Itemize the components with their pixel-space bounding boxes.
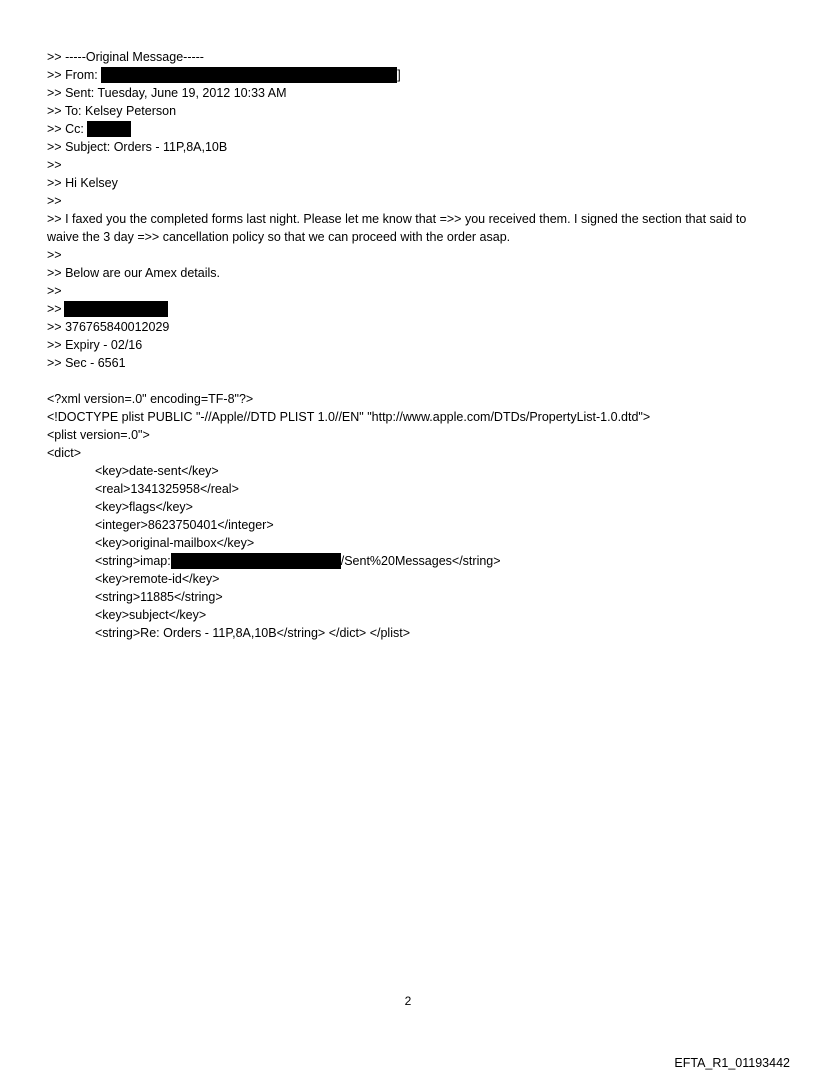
to-line: >> To: Kelsey Peterson [47,104,177,118]
real-value: <real>1341325958</real> [95,482,239,496]
string-imap-line [47,552,772,570]
redaction-block [64,301,168,317]
xml-declaration: <?xml version=.0" encoding=TF-8"?> [47,392,254,406]
redaction-block [171,553,341,569]
greeting-line: >> Hi Kelsey [47,176,118,190]
plist-open: <plist version=.0"> [47,428,150,442]
redaction-block [87,121,131,137]
key-date-sent: <key>date-sent</key> [95,464,219,478]
quote-prefix: >> [47,302,62,316]
key-flags: <key>flags</key> [95,500,193,514]
card-number-line: >> 376765840012029 [47,320,170,334]
redacted-line [47,300,772,318]
blank-quote-line: >> [47,248,62,262]
string-subject: <string>Re: Orders - 11P,8A,10B</string> </dict> </plist> [95,626,410,640]
key-remote-id: <key>remote-id</key> [95,572,220,586]
page-number: 2 [404,994,412,1008]
string-remote-id: <string>11885</string> [95,590,223,604]
bates-number: EFTA_R1_01193442 [674,1056,790,1070]
body-paragraph: >> I faxed you the completed forms last night. Please let me know that =>> you received them. I signed the section that said to waive the 3 day =>> cancellation policy so that we can proceed with the order asap. [47,212,747,244]
doctype-line: <!DOCTYPE plist PUBLIC "-//Apple//DTD PLIST 1.0//EN" "http://www.apple.com/DTDs/PropertyList-1.0.dtd"> [47,410,651,424]
blank-quote-line: >> [47,284,62,298]
sent-line: >> Sent: Tuesday, June 19, 2012 10:33 AM [47,86,287,100]
key-subject: <key>subject</key> [95,608,207,622]
redaction-block [101,67,397,83]
subject-line: >> Subject: Orders - 11P,8A,10B [47,140,228,154]
from-line [47,66,772,84]
imap-suffix: /Sent%20Messages</string> [340,554,501,568]
blank-quote-line: >> [47,194,62,208]
from-label: >> From: [47,68,98,82]
sec-line: >> Sec - 6561 [47,356,126,370]
cc-line [47,120,772,138]
original-message-header: >> -----Original Message----- [47,50,204,64]
from-trailing: ] [397,68,401,82]
amex-intro-line: >> Below are our Amex details. [47,266,221,280]
integer-value: <integer>8623750401</integer> [95,518,274,532]
cc-label: >> Cc: [47,122,84,136]
expiry-line: >> Expiry - 02/16 [47,338,143,352]
section-spacer [47,372,772,390]
dict-open: <dict> [47,446,82,460]
document-body [47,48,772,642]
blank-quote-line: >> [47,158,62,172]
key-original-mailbox: <key>original-mailbox</key> [95,536,255,550]
imap-prefix: <string>imap: [95,554,171,568]
